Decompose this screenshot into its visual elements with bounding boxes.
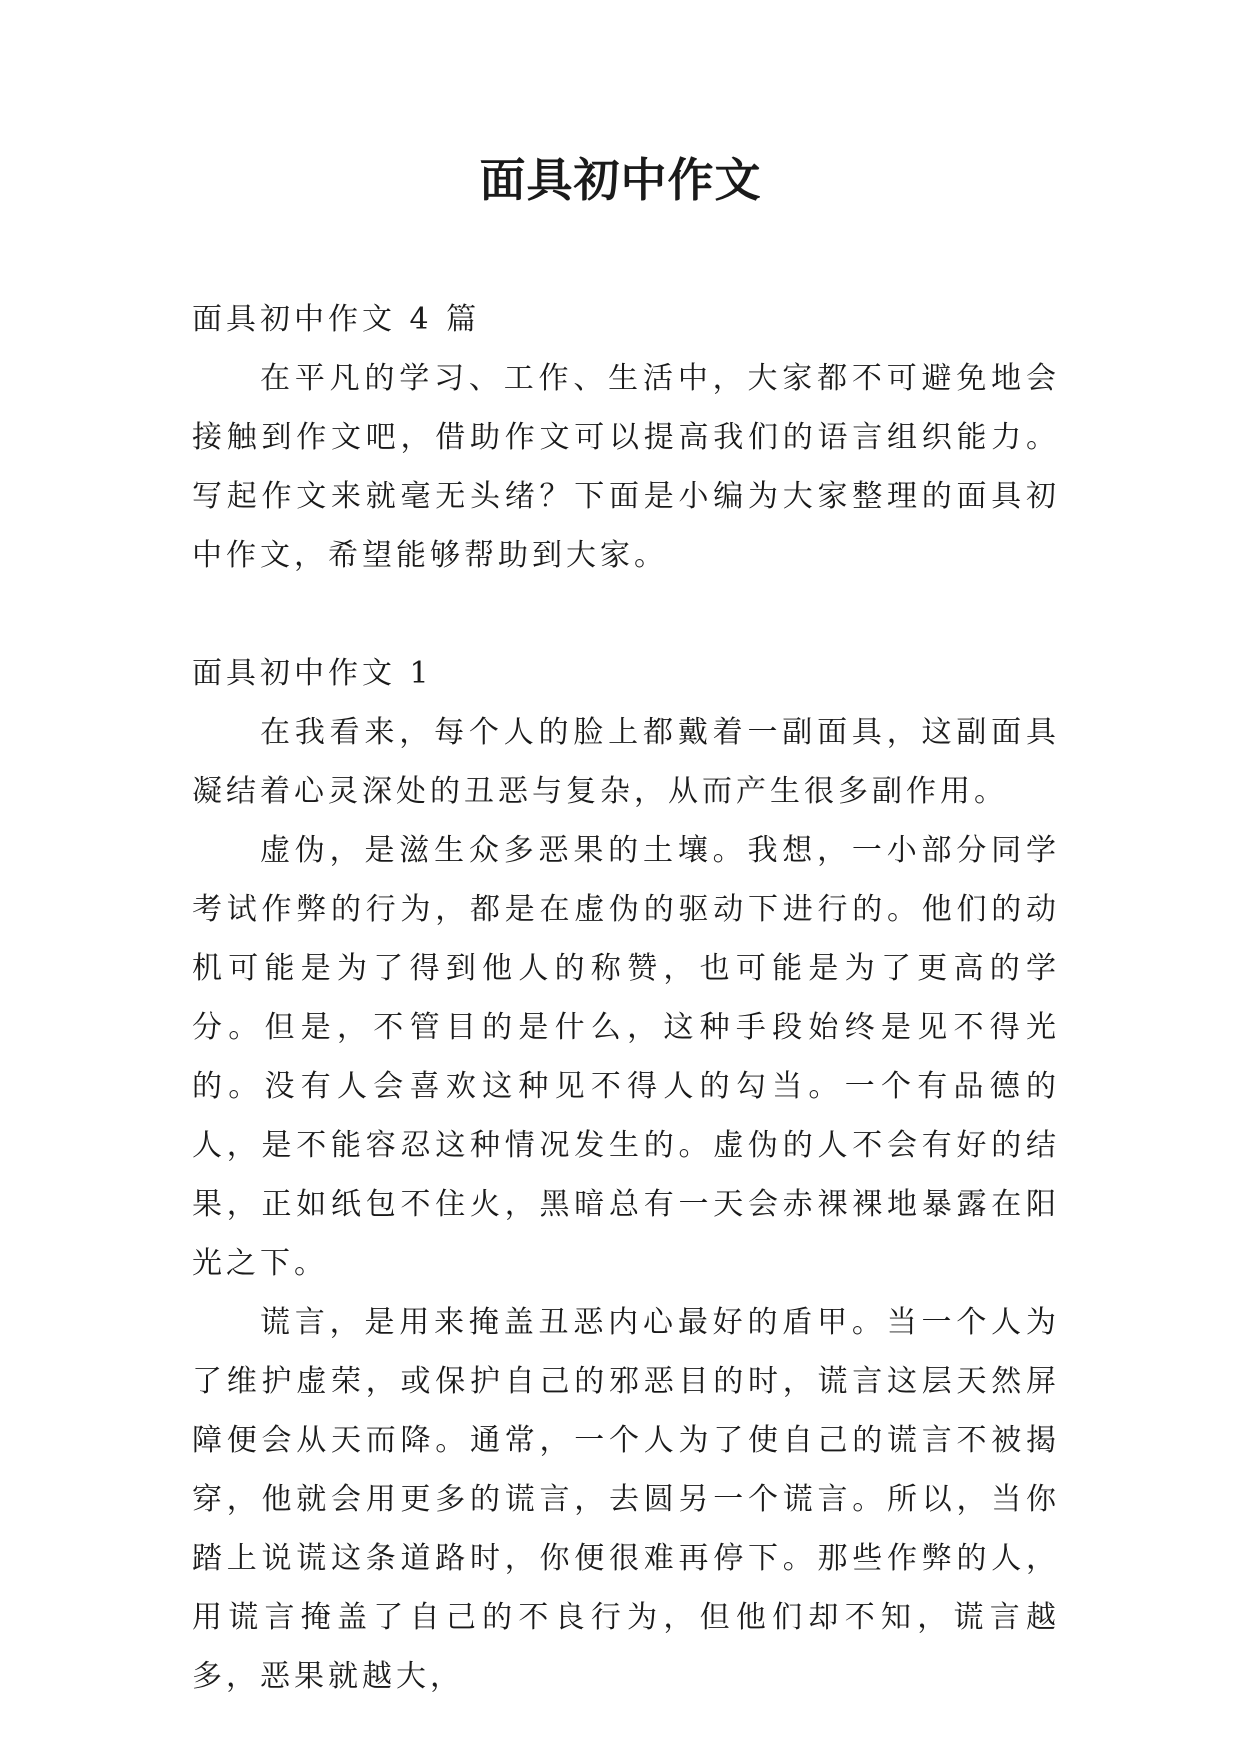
section-paragraph: 虚伪，是滋生众多恶果的土壤。我想，一小部分同学考试作弊的行为，都是在虚伪的驱动下进行的。他们的动机可能是为了得到他人的称赞，也可能是为了更高的学分。但是，不管目的是什么，这种手段始终是见不得光的。没有人会喜欢这种见不得人的勾当。一个有品德的人，是不能容忍这种情况发生的。虚伪的人不会有好的结果，正如纸包不住火，黑暗总有一天会赤裸裸地暴露在阳光之下。 [192, 833, 1060, 1281]
section-paragraph: 在我看来，每个人的脸上都戴着一副面具，这副面具凝结着心灵深处的丑恶与复杂，从而产生很多副作用。 [192, 715, 1060, 809]
document-body [192, 290, 1060, 1706]
section-heading: 面具初中作文 1 [192, 656, 433, 691]
document-title: 面具初中作文 [479, 153, 762, 207]
intro-heading: 面具初中作文 4 篇 [192, 302, 481, 337]
intro-paragraph: 在平凡的学习、工作、生活中，大家都不可避免地会接触到作文吧，借助作文可以提高我们的语言组织能力。写起作文来就毫无头绪？下面是小编为大家整理的面具初中作文，希望能够帮助到大家。 [192, 361, 1060, 573]
section-spacer [192, 585, 1060, 644]
section-paragraph: 谎言，是用来掩盖丑恶内心最好的盾甲。当一个人为了维护虚荣，或保护自己的邪恶目的时，谎言这层天然屏障便会从天而降。通常，一个人为了使自己的谎言不被揭穿，他就会用更多的谎言，去圆另一个谎言。所以，当你踏上说谎这条道路时，你便很难再停下。那些作弊的人，用谎言掩盖了自己的不良行为，但他们却不知，谎言越多，恶果就越大， [192, 1305, 1060, 1694]
